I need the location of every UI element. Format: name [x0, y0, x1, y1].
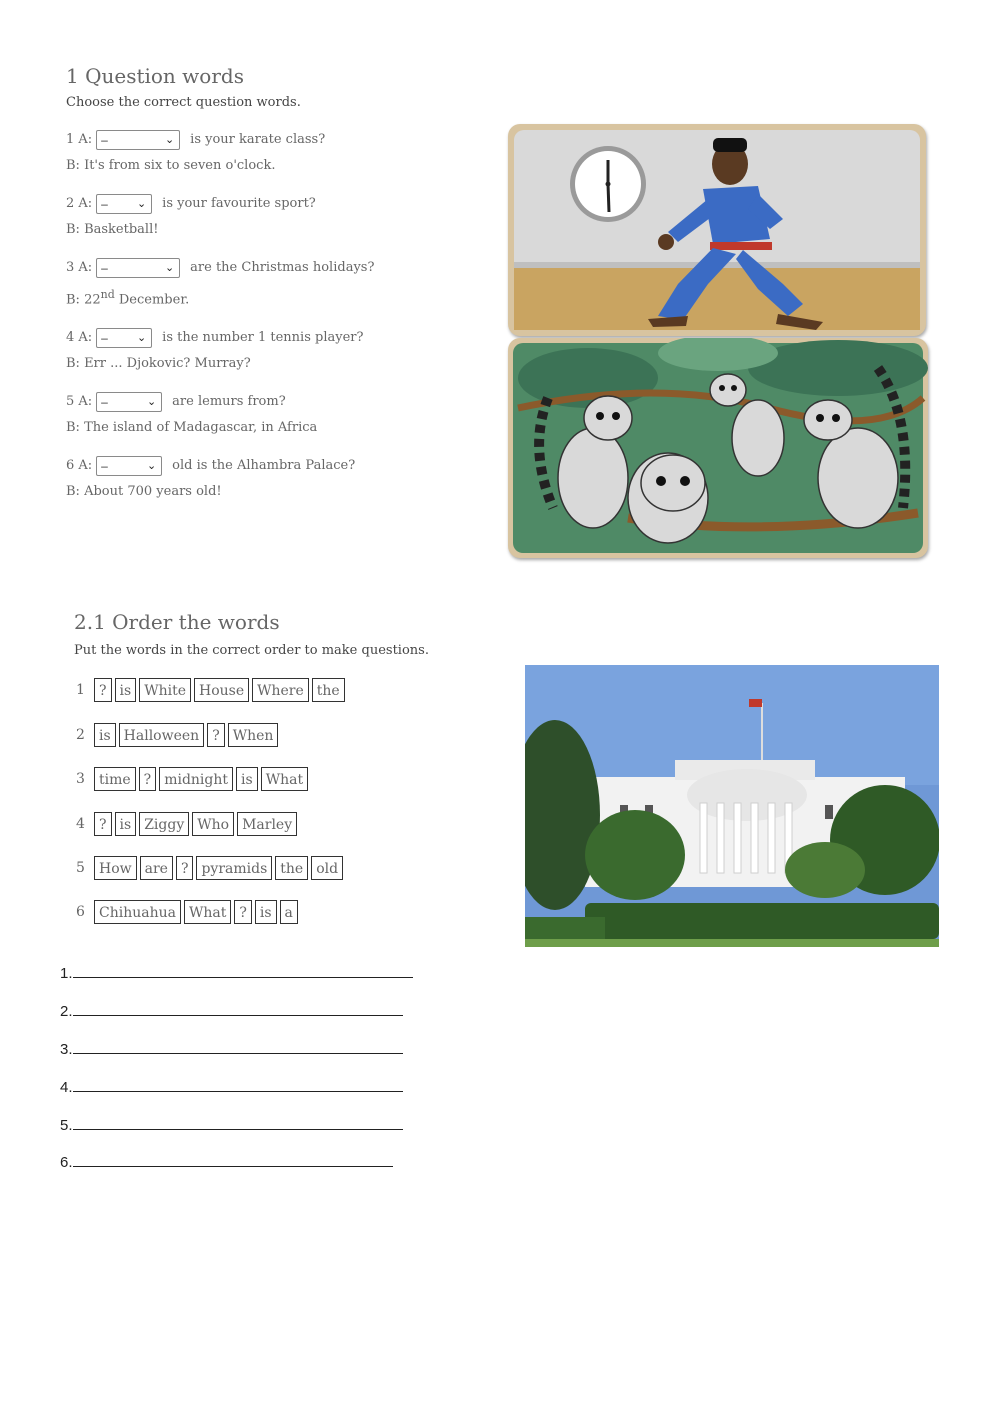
- dropdown-value: –: [101, 394, 108, 409]
- word-tile[interactable]: the: [312, 678, 345, 702]
- white-house-photo: [525, 665, 939, 947]
- answer-5: B: The island of Madagascar, in Africa: [66, 420, 318, 435]
- word-tile[interactable]: ?: [234, 900, 252, 924]
- chevron-down-icon: ⌄: [146, 459, 157, 472]
- clock-icon: [570, 146, 646, 222]
- answer-line-number: 2.: [60, 1003, 73, 1020]
- answer-blank[interactable]: [73, 1115, 403, 1130]
- word-tile[interactable]: pyramids: [196, 856, 272, 880]
- answer-text: December.: [114, 292, 190, 308]
- section2-title: 2.1 Order the words: [74, 610, 280, 634]
- word-tile[interactable]: time: [94, 767, 136, 791]
- answer-line-5: [60, 1115, 403, 1134]
- answer-line-number: 3.: [60, 1041, 73, 1058]
- question-number: 2 A:: [66, 196, 93, 211]
- question-number: 3 A:: [66, 260, 93, 275]
- row-number: 1: [76, 682, 85, 698]
- question-word-dropdown-4[interactable]: [96, 328, 152, 348]
- word-row-5: [76, 855, 346, 881]
- section1-instruction: Choose the correct question words.: [66, 95, 301, 110]
- word-tile[interactable]: ?: [176, 856, 194, 880]
- question-text: old is the Alhambra Palace?: [172, 458, 356, 473]
- question-text: is the number 1 tennis player?: [162, 330, 364, 345]
- question-number: 5 A:: [66, 394, 93, 409]
- lemurs-illustration: [508, 338, 928, 558]
- white-house-picture: [525, 665, 939, 947]
- word-tile[interactable]: When: [228, 723, 279, 747]
- answer-1: B: It's from six to seven o'clock.: [66, 158, 276, 173]
- answer-line-number: 6.: [60, 1154, 73, 1171]
- answer-line-3: [60, 1039, 403, 1058]
- row-number: 2: [76, 727, 85, 743]
- word-tile[interactable]: ?: [207, 723, 225, 747]
- dropdown-value: –: [101, 330, 108, 345]
- question-word-dropdown-5[interactable]: [96, 392, 162, 412]
- question-word-dropdown-1[interactable]: [96, 130, 180, 150]
- answer-line-1: [60, 963, 413, 982]
- question-1: [66, 128, 325, 152]
- word-tile[interactable]: What: [184, 900, 231, 924]
- word-tile[interactable]: are: [140, 856, 173, 880]
- answer-line-4: [60, 1077, 403, 1096]
- row-number: 4: [76, 816, 85, 832]
- word-tile[interactable]: How: [94, 856, 137, 880]
- section1-title: 1 Question words: [66, 64, 244, 88]
- answer-6: B: About 700 years old!: [66, 484, 222, 499]
- dropdown-value: –: [101, 260, 108, 275]
- answer-line-number: 4.: [60, 1079, 73, 1096]
- question-word-dropdown-3[interactable]: [96, 258, 180, 278]
- word-row-4: [76, 811, 300, 837]
- word-tile[interactable]: Marley: [237, 812, 297, 836]
- answer-blank[interactable]: [73, 1001, 403, 1016]
- row-number: 6: [76, 904, 85, 920]
- word-tile[interactable]: House: [194, 678, 249, 702]
- answer-3: [66, 288, 189, 307]
- word-tile[interactable]: is: [236, 767, 258, 791]
- word-tile[interactable]: ?: [94, 678, 112, 702]
- question-text: are lemurs from?: [172, 394, 286, 409]
- question-text: are the Christmas holidays?: [190, 260, 375, 275]
- question-text: is your favourite sport?: [162, 196, 316, 211]
- question-word-dropdown-6[interactable]: [96, 456, 162, 476]
- chevron-down-icon: ⌄: [136, 197, 147, 210]
- dropdown-value: –: [101, 458, 108, 473]
- question-number: 6 A:: [66, 458, 93, 473]
- question-word-dropdown-2[interactable]: [96, 194, 152, 214]
- word-tile[interactable]: a: [280, 900, 298, 924]
- word-tile[interactable]: midnight: [159, 767, 233, 791]
- answer-line-6: [60, 1152, 393, 1171]
- word-row-2: [76, 722, 281, 748]
- word-tile[interactable]: Halloween: [119, 723, 205, 747]
- answer-line-number: 1.: [60, 965, 73, 982]
- chevron-down-icon: ⌄: [136, 331, 147, 344]
- karate-clock-illustration: [508, 124, 926, 336]
- section2-instruction: Put the words in the correct order to make questions.: [74, 643, 429, 658]
- answer-line-number: 5.: [60, 1117, 73, 1134]
- word-tile[interactable]: ?: [139, 767, 157, 791]
- row-number: 3: [76, 771, 85, 787]
- word-tile[interactable]: ?: [94, 812, 112, 836]
- dropdown-value: –: [101, 132, 108, 147]
- chevron-down-icon: ⌄: [146, 395, 157, 408]
- question-5: [66, 390, 286, 414]
- question-4: [66, 326, 363, 350]
- chevron-down-icon: ⌄: [164, 261, 175, 274]
- answer-line-2: [60, 1001, 403, 1020]
- word-tile[interactable]: White: [139, 678, 191, 702]
- question-6: [66, 454, 355, 478]
- dropdown-value: –: [101, 196, 108, 211]
- question-number: 1 A:: [66, 132, 93, 147]
- word-row-6: [76, 899, 301, 925]
- answer-text: B: 22: [66, 292, 101, 308]
- chevron-down-icon: ⌄: [164, 133, 175, 146]
- question-text: is your karate class?: [190, 132, 326, 147]
- answer-blank[interactable]: [73, 963, 413, 978]
- answer-blank[interactable]: [73, 1077, 403, 1092]
- word-tile[interactable]: What: [261, 767, 308, 791]
- word-tile[interactable]: is: [115, 678, 137, 702]
- question-2: [66, 192, 316, 216]
- word-tile[interactable]: Where: [252, 678, 309, 702]
- row-number: 5: [76, 860, 85, 876]
- answer-4: B: Err ... Djokovic? Murray?: [66, 356, 251, 371]
- answer-2: B: Basketball!: [66, 222, 159, 237]
- word-row-1: [76, 677, 348, 703]
- word-row-3: [76, 766, 311, 792]
- word-tile[interactable]: old: [311, 856, 343, 880]
- lemurs-picture: [508, 338, 928, 558]
- answer-blank[interactable]: [73, 1152, 393, 1167]
- answer-blank[interactable]: [73, 1039, 403, 1054]
- word-tile[interactable]: Ziggy: [139, 812, 189, 836]
- word-tile[interactable]: is: [115, 812, 137, 836]
- word-tile[interactable]: Chihuahua: [94, 900, 181, 924]
- question-3: [66, 256, 374, 280]
- question-number: 4 A:: [66, 330, 93, 345]
- karate-picture: [508, 124, 926, 336]
- word-tile[interactable]: is: [94, 723, 116, 747]
- ordinal-suffix: nd: [100, 288, 115, 301]
- word-tile[interactable]: the: [275, 856, 308, 880]
- word-tile[interactable]: Who: [192, 812, 234, 836]
- word-tile[interactable]: is: [255, 900, 277, 924]
